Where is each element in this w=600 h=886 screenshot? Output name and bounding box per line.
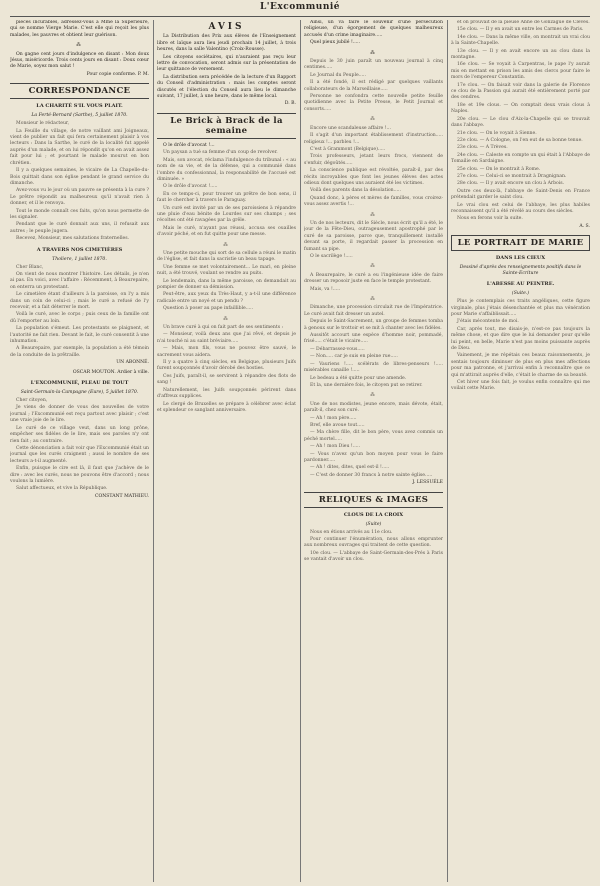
cimetieres-body: Cher Blanc, On vient de nous montrer l'histoire. Les détails, je n'en ai pas. En voici, avec l'affaire : Récemment, à Beaurepaire, on enterra un protestant. Le cimetière étant d'ailleurs à la paroisse, on l'y a mis dans un coin de celui-ci ; mais le curé a refusé de l'y recevoir, et a fait déterrer le mort. Voilà le curé, avec le corps ; puis ceux de la famille ont dû l'emporter au loin. La population s'émeut. Les protestants se plaignent, et l'autorité ne fait rien. Devant le fait, le curé consentit à une inhumation. A Beaurepaire, par exemple, la population a été témoin de la conduite de la prêtraille. <box>10 264 149 358</box>
avis-paragraph-2: Les citoyens sociétaires, qui n'auraient pas reçu leur lettre de convocation, seront admis sur la présentation de leur quittance de versement. <box>157 54 296 73</box>
abesse-subheading: L'ABESSE AU PEINTRE. <box>486 281 555 288</box>
column-1 <box>10 20 149 882</box>
column-4 <box>451 20 590 882</box>
abesse-body: Plus je contemplais ces traits angéliques, cette figure virginale, plus j'étais désenchantée et plus ma vénération pour Marie s'affaiblissait..... J'étais mécontente de moi. Car, après tout, me disais-je, n'est-ce pas toujours la même chose, et que dire que le lui demander pour qu'elle lui peint, en belle, Marie n'est pas moins puissante auprès de Dieu. Vainement, je me répétais ces beaux raisonnements, je sentais toujours diminuer de plus en plus mes affections pour ma patronne, et j'arrivai enfin à reconnaître que ce qui m'attirait auprès d'elle, c'était le charme de sa beauté. Cet hiver une fois fait, je voulus enfin connaître qui me voilait cette Marie. <box>451 299 590 392</box>
clous-body: Nous en étions arrivés au 11e clou. Pour continuer l'énumération, nous allons emprunter aux nombreux ouvrages qui traitent de cette question. 10e clou. — L'abbaye de Saint-Germain-des-Prés à Paris se vantait d'avoir un clou. <box>304 529 443 563</box>
column-2 <box>157 20 296 882</box>
avis-paragraph-3: La distribution sera précédée de la lecture d'un Rapport du Conseil d'administration : mais les comptes seront discutés et l'élection du Conseil aura lieu le dimanche suivant, 17 juillet, à une heure, dans le même local. <box>157 74 296 100</box>
separator: ⁂ <box>76 42 83 49</box>
brick-a-brack-heading: Le Brick à Brack de la semaine <box>157 113 296 139</box>
intro-paragraph: pieces incurables, adressez-vous à Mme la Supérieure, qui se nomme Vierge Marie. C'est elle qui reçoit les plus malades, les pauvres et obtient leur guérison. <box>10 20 149 38</box>
avis-signature: D. B. <box>284 101 296 107</box>
portrait-subheading: DANS LES CIEUX <box>495 255 546 262</box>
col3-quote: Quel pieux jubilé !..... <box>310 40 361 46</box>
clous-subheading: CLOUS DE LA CROIX <box>343 511 404 518</box>
charite-dateline: La Ferté-Bernard (Sarthe), 5 juillet 1870. <box>31 113 128 119</box>
col3-signature: J. LESSUÉLE <box>412 480 443 486</box>
cimetieres-signature: UN ABONNÉ. <box>116 360 149 366</box>
charite-body: Monsieur le rédacteur, La Feuille du village, de notre vaillant ami Joigneaux, vient de publier un fait qui fera certainement plaisir à vos lecteurs : Dans la Sarthe, le curé de la localité fut appelé auprès d'un malade, et on lui répondit qu'on en avait assez fait pour lui ; et pourtant le malade mourut en bon chrétien. Il y a quelques semaines, le vicaire de La Chapelle-du-Bois quittait dans son église pendant le grand service du dimanche. Avez-vous vu le jour où un pauvre se présenta à la cure ? Le prêtre répondit au malheureux qu'il n'avait rien à donner, et il le renvoya. Tout le monde connaît ces faits, qu'on nous permette de les signaler. Pendant que le curé donnait aux uns, il refusait aux autres ; le peuple jugera. Recevez, Monsieur, mes salutations fraternelles. <box>10 121 149 242</box>
column-divider <box>300 20 301 882</box>
excommunie-subheading: L'EXCOMMUNIÉ, PLEAU DE TOUT <box>30 380 129 387</box>
col4-body-1: et on prouvait de la pieuse Anne de Gonzague de Clèves. 15e clou. — Il y en avait un entre les Carmes de Paris. 14e clou. — Dans la même ville, on montrait un vrai clou à la Sainte-Chapelle. 13e clou. — Il y en avait encore un au clou dans la montagne. 16e clou. — Se voyait à Carpentras, le pape l'y aurait mis en mettant en prison les amis des clercs pour faire le mors de l'empereur Constantin. 17e clou. — On faisait voir dans la galerie de Florence ce clou de la Passion qui aurait été entièrement porté par des cendres. 18e et 19e clous. — On comptait deux vrais clous à Naples. 20e clou. — Le clou d'Aix-la-Chapelle qui se trouvait dans l'abbaye. 21e clou. — On le voyait à Sienne. 22e clou. — A Cologne, on l'en eut de sa bonne tenue. 23e clou. — A Trèves. 24e clou. — Caleste en compte un qui était à l'Abbaye de Tomailie en Sardaigne. 25e clou. — On le montrait à Rome. 27e clou. — Celui-ci se montrait à Dragnignan. 28e clou. — Il y avait encore un clou à Arbois. Outre ces deux-là, l'abbaye de Saint-Denis en France prétendait garder le saint clou. Le vrai clou est celui de l'abbaye, les plus habiles reconnaissent qu'il a été révélé au cours des siècles. Nous en ferons voir la suite. <box>451 20 590 222</box>
cimetieres-dateline: Tholiere, 1 juillet 1870. <box>52 256 107 262</box>
correspondance-heading: CORRESPONDANCE <box>10 83 149 99</box>
separator: ⁂ <box>370 49 377 56</box>
portrait-note: Dessiné d'après des renseignements positifs dans le Sainte-Ecriture <box>459 265 582 277</box>
masthead: L'Excommunié <box>259 2 341 12</box>
cimetieres-signature-2: OSCAR MOUTON. Ardier à ville. <box>72 369 149 375</box>
excommunie-dateline: Saint-Germain-la-Campagne (Eure), 5 juillet 1870. <box>20 390 139 396</box>
excommunie-body: Cher citoyen, Je viens de donner de vous des nouvelles de votre journal ; l'Excommunié est reçu partout avec plaisir ; c'est une vraie joie de le lire. Le curé de ce village veut, dans un long prône, empêcher ses fidèles de le lire, mais ses paroles n'y ont rien fait ; au contraire. Cette dénonciation a fait voir que l'Excommunié était un journal que les curés craignent ; aussi le nombre de ses lecteurs a-t-il augmenté. Enfin, puisque le cire est là, il faut que j'achève de le dire : avec les curés, nous ne pouvons être d'accord ; nous voulons la lumière. Salut affectueux, et vive la République. <box>10 398 149 492</box>
column-divider <box>447 20 448 882</box>
col3-body: Depuis le 30 juin paraît un nouveau journal à cinq centimes..... Le Journal du Peuple..... Il a été fondé, il est rédigé par quelques vaillants collaborateurs de la Marseillaise..... Personne ne confondra cette nouvelle petite feuille quotidienne avec la Petite Presse, le Petit Journal et consorts..... ⁂ Encore une scandaleuse affaire !... Il s'agit d'un important établissement d'instruction..... religieux !... parbleu !... C'est à Grammont (Belgique)..... Trois professeurs, jetant leurs frocs, viennent de s'enfuir, dégoûtés..... La conscience publique est révoltée, paraît-il, par des récits incroyables que font les jeunes élèves des actes odieux dont quelques uns auraient été les victimes. Voilà des parents dans la désolation..... Quand donc, à pères et mères de familles, vous croirez-vous assez avertis !... ⁂ Un de nos lecteurs, dit le Siècle, nous écrit qu'il a été, le jour de la Fête-Dieu, outrageusement apostrophé par le curé de sa paroisse, parce que, tranquillement installé devant sa porte, il regardait passer la procession en fumant sa pipe. O le sacrilège !..... ⁂ A Beaurepaire, le curé a eu l'ingénieuse idée de faire dresser un reposoir juste en face le temple protestant. Mais, va !..... ⁂ Dimanche, une procession circulait rue de l'Impératrice. Le curé avait fait dresser un autel. Depuis le Saint-Sacrement, un groupe de femmes tomba à genoux sur le trottoir et se mit à chanter avec les fidèles. Aussitôt accourt une espèce d'homme noir, pommadé, frisé..... c'était le vicaire..... — Débarrassez-vous..... — Non..... car je suis en pleine rue..... — Vauriens !..... scélérats de libres-penseurs !..... misérables canaille !..... Le bedeau a été quitte pour une amende. Et la, une dernière fois, le citoyen put se retirer. ⁂ Une de nos modistes, jeune encore, mais dévote, était, paraît-il, chez son curé. — Ah ! mon père..... Bref, elle avoue tout..... — Ma chère fille, dit le bon père, vous avez commis un péché mortel..... — Ah ! mon Dieu !..... — Vous n'avez qu'un bon moyen pour vous le faire pardonner..... — Ah ! dites, dites, quel est-il !..... — C'est de donner 30 francs à notre sainte église..... <box>304 59 443 478</box>
portrait-heading: LE PORTRAIT DE MARIE <box>451 235 590 251</box>
abesse-note: (Suite.) <box>511 291 530 297</box>
clous-note: (Suite) <box>365 521 382 527</box>
column-3 <box>304 20 443 882</box>
avis-heading: AVIS <box>208 22 245 32</box>
brick-body: Un paysan a tué sa femme d'un coup de revolver. Mais, son avocat, réclama l'indulgence du tribunal : « au nom de sa vie, et de la défense, qui a communié dans l'ombre du confessionnal, la responsabilité de l'accusé est diminuée. » O le drôle d'avocat !..... En ce temps-ci, pour trouver un prêtre de bon sens, il faut le chercher à travers le Paraguay. Un curé est invité par un de ses paroissiens à répandre une pluie d'eau bénite de Lourdes sur ses champs ; ses récoltes ont été ravagées par la grêle. Mais le curé, n'ayant pas réussi, accusa ses ouailles d'avoir péché, et en fut quitte pour une messe. ⁂ Une petite mouche qui sort de sa cellule a réuni le matin de l'église, et fait dans la sacristie un beau tapage. Une femme se met volontairement... Le mari, en pleine nuit, a été trouvé, voulant se rendre au puits. Le lendemain, dans la même paroisse, on demandait au pompier de donner sa démission. Peut-être, aux yeux du Très-Haut, y a-t-il une différence radicale entre un noyé et un pendu ? Question à poser au pape infaillible..... ⁂ Un brave curé à qui on fait part de ses sentiments : — Monsieur, voilà deux ans que j'ai rêvé, et depuis je n'ai touché ni au saint bréviaire..... — Mais, mon fils, vous ne pouvez être sauvé, le sacrement vous aidera. Il y a quatre à cinq siècles, en Belgique, plusieurs Juifs furent soupçonnés d'avoir dérobé des hosties. Ces Juifs, paraît-il, se servirent à répandre des flots de sang ! Naturellement, les Juifs soupçonnés périrent dans d'affreux supplices. Le clergé de Bruxelles se prépare à célébrer avec éclat et splendeur ce sanglant anniversaire. <box>157 150 296 413</box>
col3-opening: Ainsi, un va faire le souvenir d'une persécution religieuse, d'un égorgement de quelques malheureux accusés d'un crime imaginaire..... <box>304 20 443 38</box>
reliques-heading: RELIQUES & IMAGES <box>304 492 443 508</box>
brick-quote: O le drôle d'avocat !... <box>163 142 215 148</box>
col4-signature-1: A. S. <box>579 223 590 229</box>
indulgence-signature: Pour copie conforme. P. M. <box>86 71 149 77</box>
indulgence-paragraph: On gagne cent jours d'indulgence en disant : Mon doux Jésus, miséricorde. Trois cents jours en disant : Doux cœur de Marie, soyez mon salut ! <box>10 51 149 70</box>
avis-paragraph-1: La Distribution des Prix aux élèves de l'Enseignement libre et laïque aura lieu jeudi prochain 14 juillet, à trois heures, dans la salle Valentino (Croix-Rousse). <box>157 34 296 53</box>
masthead-rule <box>10 16 590 17</box>
footer-signature: CONSTANT MATHIEU. <box>94 493 149 499</box>
charite-subheading: LA CHARITÉ S'IL VOUS PLAIT. <box>36 103 123 110</box>
column-divider <box>153 20 154 882</box>
cimetieres-subheading: A TRAVERS NOS CIMETIÈRES <box>36 246 123 253</box>
